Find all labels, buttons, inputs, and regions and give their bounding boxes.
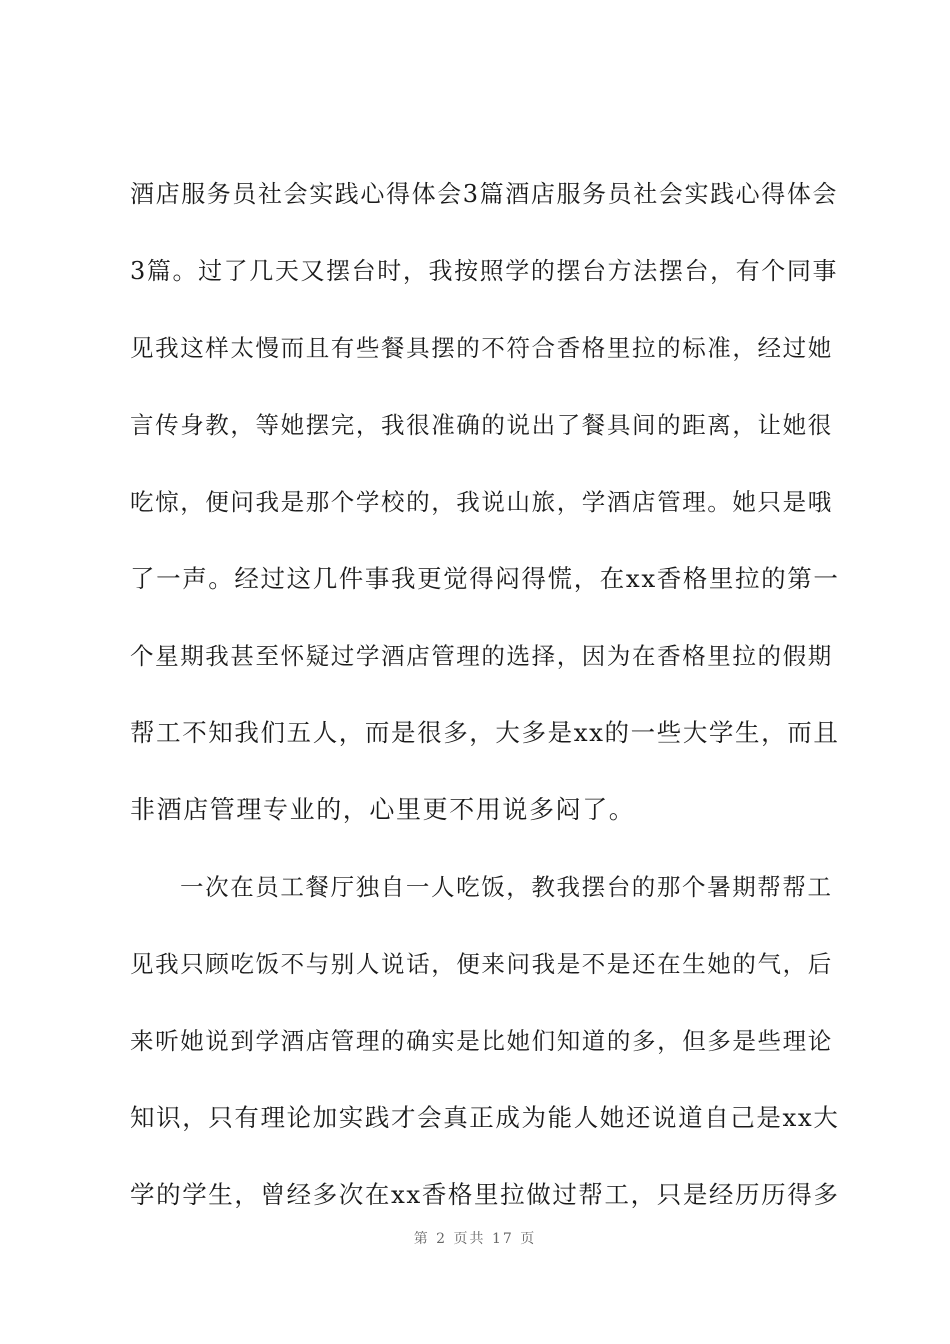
- text-line: 言传身教，等她摆完，我很准确的说出了餐具间的距离，让她很: [130, 411, 833, 439]
- text-line: 一次在员工餐厅独自一人吃饭，教我摆台的那个暑期帮帮工: [180, 873, 833, 901]
- text-line: 吃惊，便问我是那个学校的，我说山旅，学酒店管理。她只是哦: [130, 488, 833, 516]
- text-line: 来听她说到学酒店管理的确实是比她们知道的多，但多是些理论: [130, 1027, 833, 1055]
- text-line: 学的学生，曾经多次在xx香格里拉做过帮工，只是经历历得多: [130, 1180, 840, 1209]
- text-line: 3篇。过了几天又摆台时，我按照学的摆台方法摆台，有个同事: [130, 257, 839, 285]
- text-line: 非酒店管理专业的，心里更不用说多闷了。: [130, 795, 636, 824]
- text-line: 见我只顾吃饭不与别人说话，便来问我是不是还在生她的气，后: [130, 950, 833, 978]
- text-line: 了一声。经过这几件事我更觉得闷得慌，在xx香格里拉的第一: [130, 564, 840, 593]
- text-line: 见我这样太慢而且有些餐具摆的不符合香格里拉的标准，经过她: [130, 334, 833, 362]
- text-line: 个星期我甚至怀疑过学酒店管理的选择，因为在香格里拉的假期: [130, 642, 833, 670]
- text-line: 酒店服务员社会实践心得体会3篇酒店服务员社会实践心得体会: [130, 180, 839, 208]
- text-line: 知识，只有理论加实践才会真正成为能人她还说道自己是xx大: [130, 1103, 840, 1132]
- page-number-footer: 第 2 页共 17 页: [413, 1231, 537, 1247]
- text-line: 帮工不知我们五人，而是很多，大多是xx的一些大学生，而且: [130, 718, 840, 747]
